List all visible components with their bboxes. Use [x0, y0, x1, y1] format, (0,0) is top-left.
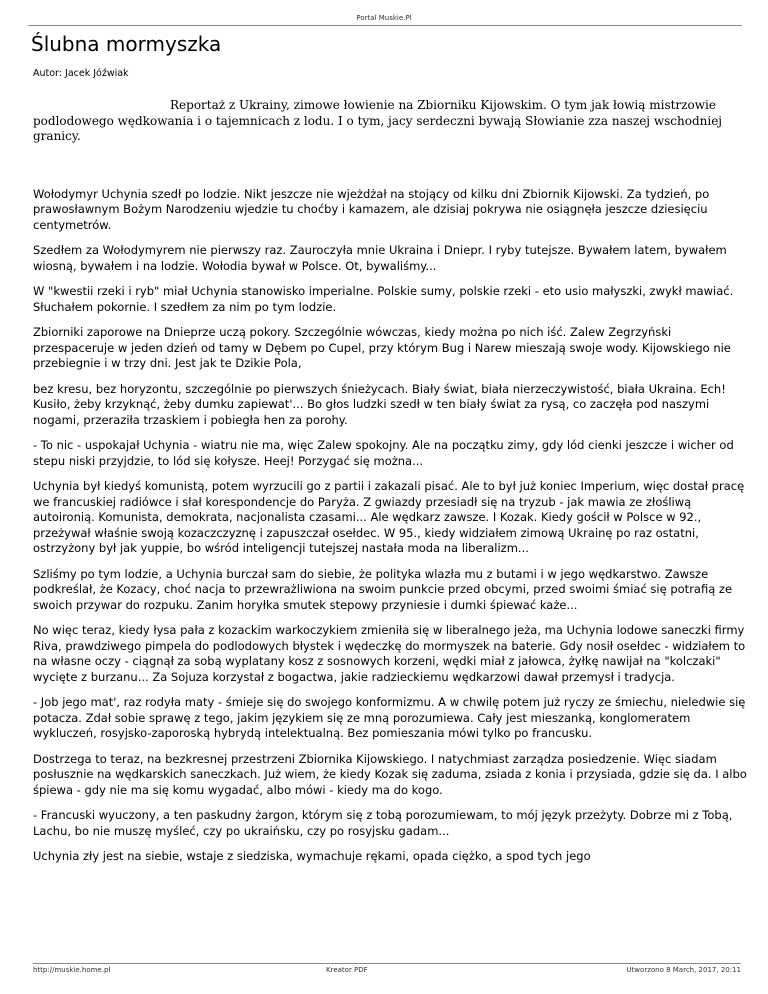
article-title: Ślubna mormyszka	[31, 32, 222, 56]
article-paragraph: Uchynia zły jest na siebie, wstaje z siedziska, wymachuje rękami, opada ciężko, a spod tych jego	[33, 849, 591, 863]
article-paragraph: - To nic - uspokajał Uchynia - wiatru nie ma, więc Zalew spokojny. Ale na początku zimy, gdy lód cienki jeszcze i wicher od stepu niski przyjdzie, to lód się kołysze. Heej! Porzygać się można...	[33, 438, 734, 468]
article-author: Autor: Jacek Jóźwiak	[33, 68, 129, 79]
article-lead: Reportaż z Ukrainy, zimowe łowienie na Zbiorniku Kijowskim. O tym jak łowią mistrzowie podlodowego wędkowania i o tajemnicach z lodu. I o tym, jacy serdeczni bywają Słowianie zza naszej wschodniej granicy.	[33, 98, 723, 143]
article-paragraph: - Job jego mat', raz rodyła maty - śmieje się do swojego konformizmu. A w chwilę potem już ryczy ze śmiechu, nieledwie się potacza. Zdał sobie sprawę z tego, jakim językiem się ze mną porozumiewa. Cały jest mieszanką, konglomeratem wykluczeń, rosyjsko-zaporoską hybrydą intelektualną. Bez pomieszania mówi tylko po francusku.	[33, 695, 746, 740]
article-paragraph: bez kresu, bez horyzontu, szczególnie po pierwszych śnieżycach. Biały świat, biała nierzeczywistość, biała Ukraina. Ech! Kusiło, żeby krzyknąć, żeby dumku zapiewat'... Bo głos ludzki szedł w ten biały świat za rysą, co zaczęła pod naszymi nogami, przeraziła trzaskiem i pobiegła hen za porohy.	[33, 381, 726, 427]
article-paragraph: Szliśmy po tym lodzie, a Uchynia burczał sam do siebie, że polityka wlazła mu z butami i w jego wędkarstwo. Zawsze podkreślał, że Kozacy, choć nacja to przewrażliwiona na swoim punkcie przed obcymi, przed swoimi śmiać się potrafią ze swoich przywar do rozpuku. Zanim horyłka smutek stepowy przyniesie i dumki śpiewać każe...	[33, 566, 733, 612]
article-paragraph: Dostrzega to teraz, na bezkresnej przestrzeni Zbiornika Kijowskiego. I natychmiast zarządza posiedzenie. Więc siadam posłusznie na wędkarskich saneczkach. Już wiem, że kiedy Kozak się zaduma, zsiada z konia i przysiada, gdzie się da. I albo śpiewa - gdy nie ma się komu wygadać, albo mówi - kiedy ma do kogo.	[33, 751, 747, 797]
article-body	[33, 98, 749, 875]
article-paragraph: - Francuski wyuczony, a ten paskudny żargon, którym się z tobą porozumiewam, to mój język przeżyty. Dobrze mi z Tobą, Lachu, bo nie muszę myśleć, czy po ukraińsku, czy po rosyjsku gadam...	[33, 808, 733, 838]
header-divider	[28, 25, 742, 26]
article-paragraph: Uchynia był kiedyś komunistą, potem wyrzucili go z partii i zakazali pisać. Ale to był już koniec Imperium, więc dostał pracę we francuskiej radiówce i słał korespondencje do Paryża. Z gwiazdy przesiadł się na tryzub - jak mawia ze złośliwą autoironią. Komunista, demokrata, nacjonalista czasami... Ale wędkarz zawsze. I Kozak. Kiedy gościł w Polsce w 92., przeżywał właśnie swoją kozaczczyznę i zapuszczał osełdec. W 95., kiedy widziałem zimową Ukrainę po raz ostatni, ostrzyżony był jak yuppie, bo wśród inteligencji tutejszej nastała moda na liberalizm...	[33, 479, 745, 555]
article-paragraph: No więc teraz, kiedy łysa pała z kozackim warkoczykiem zmieniła się w liberalnego jeża, ma Uchynia lodowe saneczki firmy Riva, prawdziwego pimpela do podlodowych błystek i wędeczkę do mormyszek na baterie. Gdy nosił osełdec - widziałem to na własne oczy - ciągnął za sobą wyplatany kosz z sosnowych korzeni, wędki miał z jałowca, żyłkę nawijał na "kolczaki" wycięte z burzanu... Za Sojuza korzystał z bogactwa, jakie radzieckiemu wędkarzowi dawał przemysł i tradycja.	[33, 623, 746, 684]
footer-url[interactable]: http://muskie.home.pl	[33, 966, 111, 974]
article-paragraph: W "kwestii rzeki i ryb" miał Uchynia stanowisko imperialne. Polskie sumy, polskie rzeki - eto usio małyszki, zwykł mawiać. Słuchałem pokornie. I szedłem za nim po tym lodzie.	[33, 284, 734, 314]
footer-divider	[33, 963, 741, 964]
article-paragraph: Wołodymyr Uchynia szedł po lodzie. Nikt jeszcze nie wjeżdżał na stojący od kilku dni Zbiornik Kijowski. Za tydzień, po prawosławnym Bożym Narodzeniu wjedzie tu choćby i kamazem, ale dzisiaj pokrywa nie osiągnęła jeszcze dziesięciu centymetrów.	[33, 186, 710, 232]
footer-created: Utworzono 8 March, 2017, 20:11	[626, 966, 741, 974]
article-paragraph: Zbiorniki zaporowe na Dnieprze uczą pokory. Szczególnie wówczas, kiedy można po nich iść. Zalew Zegrzyński przespaceruje w jeden dzień od tamy w Dębem po Cupel, przy którym Bug i Narew mieszają swoje wody. Kijowskiego nie przebiegnie i w trzy dni. Jest jak te Dzikie Pola,	[33, 325, 731, 370]
page-footer	[33, 966, 741, 978]
article-paragraph: Szedłem za Wołodymyrem nie pierwszy raz. Zauroczyła mnie Ukraina i Dniepr. I ryby tutejsze. Bywałem latem, bywałem wiosną, bywałem i na lodzie. Wołodia bywał w Polsce. Ot, bywaliśmy...	[33, 243, 727, 273]
page-header: Portal Muskie.Pl	[356, 14, 412, 22]
footer-generator: Kreator PDF	[326, 966, 368, 974]
